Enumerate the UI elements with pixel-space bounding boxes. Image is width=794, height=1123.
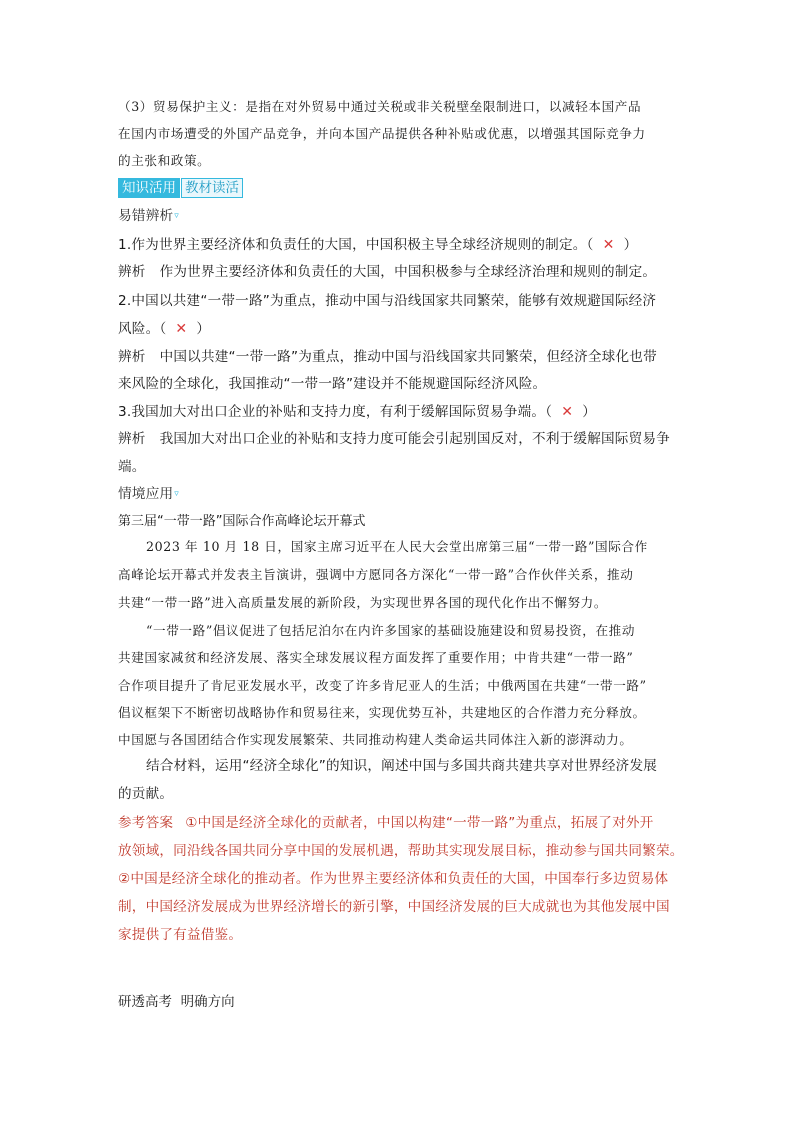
statement-text: 风险。（ <box>118 321 167 337</box>
definition-line: 的主张和政策。 <box>118 153 211 168</box>
material-line: 高峰论坛开幕式并发表主旨演讲，强调中方愿同各方深化“一带一路”合作伙伴关系，推动 <box>118 567 634 582</box>
statement-line <box>118 400 596 420</box>
material-line: 2023 年 10 月 18 日，国家主席习近平在人民大会堂出席第三届“一带一路”国际合作 <box>146 539 648 554</box>
question-line: 结合材料，运用“经济全球化”的知识，阐述中国与多国共商共建共享对世界经济发展 <box>146 758 658 774</box>
definition-line: （3）贸易保护主义：是指在对外贸易中通过关税或非关税壁垒限制进口，以减轻本国产品 <box>118 99 642 114</box>
material-line: 中国愿与各国团结合作实现发展繁荣、共同推动构建人类命运共同体注入新的澎湃动力。 <box>118 732 633 747</box>
badge-knowledge-application: 知识活用 <box>118 178 180 198</box>
statement-line <box>118 317 210 337</box>
cross-mark-icon: ✕ <box>602 237 615 253</box>
error-analysis-title: 易错辨析 <box>118 208 174 224</box>
analysis-text: 我国加大对出口企业的补贴和支持力度可能会引起别国反对，不利于缓解国际贸易争 <box>159 431 670 447</box>
statement-close: ） <box>196 321 211 337</box>
analysis-text: 中国以共建“一带一路”为重点，推动中国与沿线国家共同繁荣，但经济全球化也带 <box>159 349 657 365</box>
analysis-line: 来风险的全球化，我国推动“一带一路”建设并不能规避国际经济风险。 <box>118 376 547 392</box>
section-badges <box>118 178 243 198</box>
material-line: 共建“一带一路”进入高质量发展的新阶段，为实现世界各国的现代化作出不懈努力。 <box>118 595 608 610</box>
analysis-text: 作为世界主要经济体和负责任的大国，中国积极参与全球经济治理和规则的制定。 <box>159 264 657 280</box>
badge-textbook-reading: 教材读活 <box>181 178 243 198</box>
question-line: 的贡献。 <box>118 786 174 802</box>
answer-line: 家提供了有益借鉴。 <box>118 927 243 943</box>
context-application-title: 情境应用 <box>118 486 174 502</box>
analysis-line <box>118 427 670 447</box>
statement-close: ） <box>623 237 638 253</box>
statement-close: ） <box>582 404 597 420</box>
analysis-label: 辨析 <box>118 264 146 280</box>
section-footer-heading: 研透高考 明确方向 <box>118 994 235 1010</box>
statement-text: 3.我国加大对出口企业的补贴和支持力度，有利于缓解国际贸易争端。（ <box>118 404 553 420</box>
answer-line <box>118 811 653 831</box>
analysis-line <box>118 260 656 280</box>
answer-line: 放领域，同沿线各国共同分享中国的发展机遇，帮助其实现发展目标，推动参与国共同繁荣。 <box>118 843 684 859</box>
answer-line: ②中国是经济全球化的推动者。作为世界主要经济体和负责任的大国，中国奉行多边贸易体 <box>118 871 669 887</box>
material-line: 倡议框架下不断密切战略协作和贸易往来，实现优势互补，共建地区的合作潜力充分释放。 <box>118 705 646 720</box>
answer-label: 参考答案 <box>118 815 174 831</box>
material-line: “一带一路”倡议促进了包括尼泊尔在内许多国家的基础设施建设和贸易投资，在推动 <box>146 623 636 638</box>
statement-text: 1.作为世界主要经济体和负责任的大国，中国积极主导全球经济规则的制定。（ <box>118 237 594 253</box>
cross-mark-icon: ✕ <box>561 404 574 420</box>
analysis-label: 辨析 <box>118 431 146 447</box>
answer-text: ①中国是经济全球化的贡献者，中国以构建“一带一路”为重点，拓展了对外开 <box>185 815 654 831</box>
answer-line: 制，中国经济发展成为世界经济增长的新引擎，中国经济发展的巨大成就也为其他发展中国 <box>118 899 670 915</box>
error-analysis-heading <box>118 204 678 224</box>
material-line: 合作项目提升了肯尼亚发展水平，改变了许多肯尼亚人的生活；中俄两国在共建“一带一路” <box>118 678 647 693</box>
cross-mark-icon: ✕ <box>175 321 188 337</box>
analysis-line <box>118 345 657 365</box>
statement-line <box>118 233 637 253</box>
triangle-marker-icon: ▿ <box>174 211 179 221</box>
triangle-marker-icon: ▿ <box>174 489 179 499</box>
statement-line: 2.中国以共建“一带一路”为重点，推动中国与沿线国家共同繁荣，能够有效规避国际经济 <box>118 293 657 309</box>
analysis-label: 辨析 <box>118 349 146 365</box>
analysis-line: 端。 <box>118 459 146 475</box>
definition-line: 在国内市场遭受的外国产品竞争，并向本国产品提供各种补贴或优惠，以增强其国际竞争力 <box>118 126 646 141</box>
material-line: 共建国家减贫和经济发展、落实全球发展议程方面发挥了重要作用；中肯共建“一带一路” <box>118 650 634 665</box>
context-application-heading <box>118 482 678 502</box>
material-title: 第三届“一带一路”国际合作高峰论坛开幕式 <box>118 514 366 529</box>
